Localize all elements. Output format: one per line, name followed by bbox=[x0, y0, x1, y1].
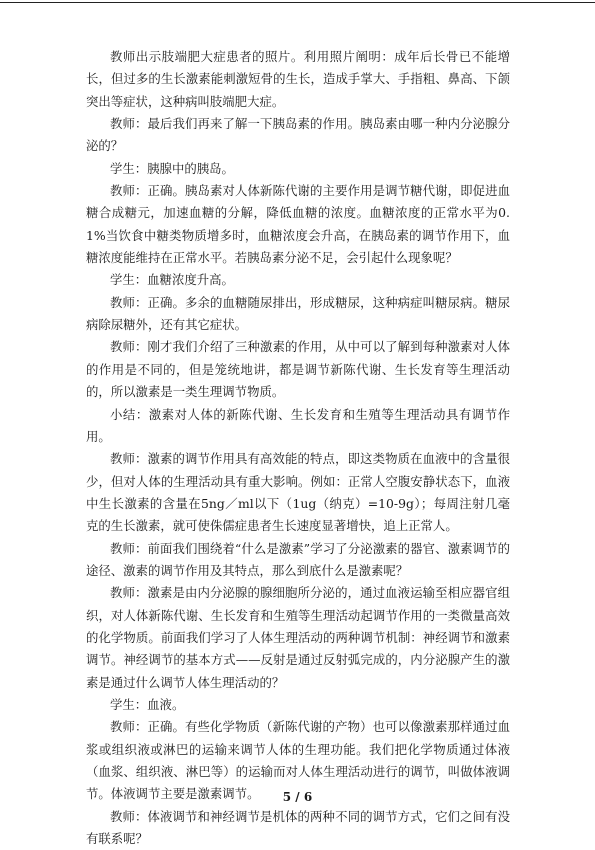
paragraph: 教师：激素的调节作用具有高效能的特点，即这类物质在血液中的含量很少，但对人体的生理活动具有重大影响。例如：正常人空腹安静状态下，血液中生长激素的含量在5ng／ml以下（1ug（纳克）=10-9g）；每周注射几毫克的生长激素，就可使侏儒症患者生长速度显著增快，追上正常人。 bbox=[86, 451, 510, 534]
paragraph: 教师：体液调节和神经调节是机体的两种不同的调节方式，它们之间有没有联系呢？ bbox=[86, 808, 510, 847]
paragraph: 教师：刚才我们介绍了三种激素的作用，从中可以了解到每种激素对人体的作用是不同的，但是笼统地讲，都是调节新陈代谢、生长发育等生理活动的，所以激素是一类生理调节物质。 bbox=[86, 339, 510, 400]
paragraph: 教师：正确。有些化学物质（新陈代谢的产物）也可以像激素那样通过血浆或组织液或淋巴的运输来调节人体的生理功能。我们把化学物质通过体液（血浆、组织液、淋巴等）的运输而对人体生理活动进行的调节，叫做体液调节。体液调节主要是激素调节。 bbox=[86, 719, 510, 802]
paragraph: 教师出示肢端肥大症患者的照片。利用照片阐明：成年后长骨已不能增长，但过多的生长激素能刺激短骨的生长，造成手掌大、手指粗、鼻高、下颌突出等症状，这种病叫肢端肥大症。 bbox=[86, 49, 510, 109]
paragraph: 教师：前面我们围绕着“什么是激素”学习了分泌激素的器官、激素调节的途径、激素的调节作用及其特点，那么到底什么是激素呢？ bbox=[86, 540, 510, 578]
paragraph: 教师：最后我们再来了解一下胰岛素的作用。胰岛素由哪一种内分泌腺分泌的？ bbox=[86, 116, 510, 154]
document-body bbox=[86, 46, 510, 850]
paragraph: 教师：正确。多余的血糖随尿排出，形成糖尿，这种病症叫糖尿病。糖尿病除尿糖外，还有其它症状。 bbox=[86, 294, 510, 333]
paragraph: 学生：血液。 bbox=[110, 696, 185, 712]
paragraph: 学生：血糖浓度升高。 bbox=[110, 272, 234, 288]
paragraph: 小结：激素对人体的新陈代谢、生长发育和生殖等生理活动具有调节作用。 bbox=[86, 406, 510, 444]
page-number: 5 / 6 bbox=[282, 790, 313, 804]
paragraph: 教师：正确。胰岛素对人体新陈代谢的主要作用是调节糖代谢，即促进血糖合成糖元，加速血糖的分解，降低血糖的浓度。血糖浓度的正常水平为0.1%当饮食中糖类物质增多时，血糖浓度会升高，在胰岛素的调节作用下，血糖浓度能维持在正常水平。若胰岛素分泌不足，会引起什么现象呢？ bbox=[86, 183, 510, 266]
paragraph: 教师：激素是由内分泌腺的腺细胞所分泌的，通过血液运输至相应器官组织，对人体新陈代谢、生长发育和生殖等生理活动起调节作用的一类微量高效的化学物质。前面我们学习了人体生理活动的两种调节机制：神经调节和激素调节。神经调节的基本方式——反射是通过反射弧完成的，内分泌腺产生的激素是通过什么调节人体生理活动的？ bbox=[86, 585, 510, 690]
top-rule bbox=[0, 2, 595, 3]
paragraph: 学生：胰腺中的胰岛。 bbox=[110, 160, 234, 176]
